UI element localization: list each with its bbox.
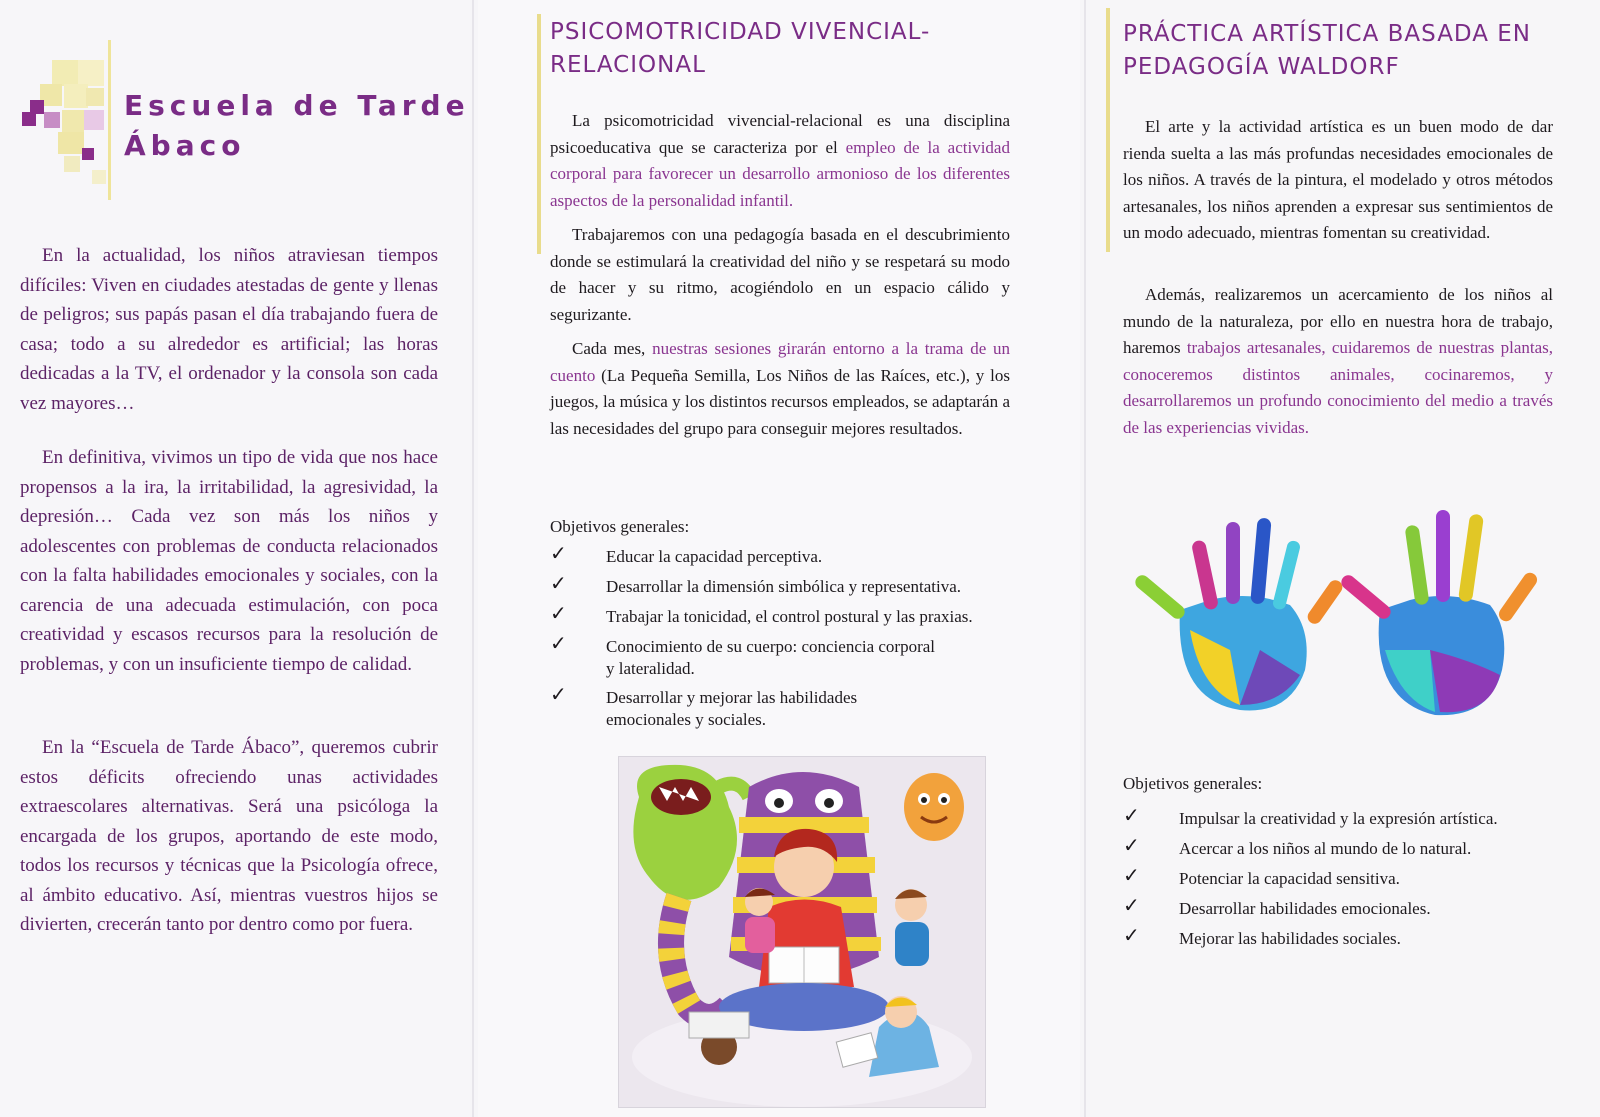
- panel-intro: [0, 0, 470, 1117]
- left-handprint: [1133, 518, 1346, 711]
- list-item: [550, 682, 1010, 731]
- list-item: [550, 571, 1010, 606]
- objectives-label: Objetivos generales:: [1123, 774, 1263, 793]
- check-icon: ✓: [550, 571, 567, 595]
- objective-text: Impulsar la creatividad y la expresión artística.: [1179, 809, 1498, 828]
- list-item: [1123, 893, 1583, 928]
- right-handprint: [1339, 510, 1540, 715]
- painted-handprints-illustration: [1130, 500, 1550, 730]
- list-item: [550, 631, 1010, 687]
- text-run: (La Pequeña Semilla, Los Niños de las Raíces, etc.), y los juegos, la música y los distintos recursos empleados, se adaptarán a las necesidades del grupo para conseguir mejores resultados.: [550, 365, 1010, 438]
- section-heading: [550, 16, 930, 82]
- objective-text: Potenciar la capacidad sensitiva.: [1179, 869, 1400, 888]
- brand-title: [124, 86, 470, 166]
- objectives-list: [550, 541, 1010, 731]
- psico-paragraph-1: [550, 108, 1010, 214]
- list-item: [550, 541, 1010, 576]
- check-icon: ✓: [1123, 803, 1140, 827]
- heading-line-2: RELACIONAL: [550, 52, 706, 78]
- heading-line-1: PSICOMOTRICIDAD VIVENCIAL-: [550, 19, 931, 45]
- storytime-illustration-art: [619, 757, 985, 1107]
- intro-paragraph-3: En la “Escuela de Tarde Ábaco”, queremos cubrir estos déficits ofreciendo unas actividades extraescolares alternativas. Será una psicóloga la encargada de los grupos, aportando de este modo, todos los recursos y técnicas que la Psicología ofrece, al ámbito educativo. Así, mientras vuestros hijos se divierten, crecerán tanto por dentro como por fuera.: [20, 737, 438, 935]
- objective-text: Educar la capacidad perceptiva.: [606, 547, 823, 566]
- text-run: Cada mes,: [572, 339, 653, 358]
- heading-line-2: PEDAGOGÍA WALDORF: [1123, 54, 1400, 80]
- highlight-text: trabajos artesanales, cuidaremos de nuestras plantas, conoceremos distintos animales, cocinaremos, y desarrollaremos un profundo conocimiento del medio a través de las experiencias vividas.: [1123, 338, 1553, 437]
- objective-text: Trabajar la tonicidad, el control postural y las praxias.: [606, 607, 973, 626]
- intro-paragraph-2: En definitiva, vivimos un tipo de vida que nos hace propensos a la ira, la irritabilidad, la agresividad, la depresión… Cada vez son más los niños y adolescentes con problemas de conducta relacionados con la falta habilidades emocionales y sociales, con la carencia de una adecuada estimulación, con poca creatividad y escasos recursos para la resolución de problemas, y con un insuficiente tiempo de calidad.: [20, 447, 438, 675]
- psico-paragraph-2: Trabajaremos con una pedagogía basada en el descubrimiento donde se estimulará la creatividad del niño y se respetará su modo de hacer y su ritmo, acogiéndolo en un espacio cálido y segurizante.: [550, 225, 1010, 324]
- fold-line: [1084, 0, 1086, 1117]
- handprints-art: [1130, 500, 1550, 730]
- check-icon: ✓: [1123, 833, 1140, 857]
- list-item: [1123, 923, 1583, 958]
- list-item: [1123, 863, 1583, 898]
- storytime-illustration: [618, 756, 986, 1108]
- list-item: [550, 601, 1010, 636]
- section-heading: [1123, 18, 1531, 84]
- text-run: La psicomotricidad vivencial-relacional es una disciplina psicoeducativa que se caracteriza por el: [550, 111, 1010, 157]
- objective-text: Mejorar las habilidades sociales.: [1179, 929, 1401, 948]
- check-icon: ✓: [550, 541, 567, 565]
- check-icon: ✓: [1123, 923, 1140, 947]
- waldorf-paragraph-2: [1123, 282, 1553, 441]
- objective-text: Desarrollar habilidades emocionales.: [1179, 899, 1431, 918]
- heading-line-1: PRÁCTICA ARTÍSTICA BASADA EN: [1123, 21, 1532, 47]
- objective-text: Conocimiento de su cuerpo: conciencia corporal y lateralidad.: [606, 637, 936, 678]
- waldorf-paragraph-1: El arte y la actividad artística es un buen modo de dar rienda suelta a las más profundas necesidades emocionales de los niños. A través de la pintura, el modelado y otros métodos artesanales, los niños aprenden a expresar sus sentimientos de un modo adecuado, mientras fomentan su creatividad.: [1123, 117, 1553, 242]
- objective-text: Acercar a los niños al mundo de lo natural.: [1179, 839, 1472, 858]
- check-icon: ✓: [1123, 893, 1140, 917]
- heading-accent-bar: [1106, 8, 1110, 252]
- check-icon: ✓: [1123, 863, 1140, 887]
- highlight-text: empleo de la actividad corporal para favorecer un desarrollo armonioso de los diferentes aspectos de la personalidad infantil.: [550, 137, 1010, 210]
- list-item: [1123, 833, 1583, 868]
- objectives-list: [1123, 803, 1583, 958]
- check-icon: ✓: [550, 631, 567, 655]
- heading-accent-bar: [537, 14, 541, 254]
- intro-paragraph-1: En la actualidad, los niños atraviesan tiempos difíciles: Viven en ciudades atestadas de gente y llenas de peligros; sus papás pasan el día trabajando fuera de casa; todo a su alrededor es artificial; las horas dedicadas a la TV, el ordenador y la consola son cada vez mayores…: [20, 245, 438, 414]
- text-run: Además, realizaremos un acercamiento de los niños al mundo de la naturaleza, por ello en nuestra hora de trabajo, haremos: [1123, 285, 1553, 357]
- highlight-text: nuestras sesiones girarán entorno a la trama de un cuento: [550, 339, 1010, 385]
- logo-divider: [108, 40, 111, 200]
- psico-paragraph-3: [550, 336, 1010, 442]
- objective-text: Desarrollar y mejorar las habilidades emocionales y sociales.: [606, 688, 858, 729]
- abaco-logo: [20, 60, 120, 200]
- brand-line-1: Escuela de Tarde: [124, 89, 470, 122]
- objective-text: Desarrollar la dimensión simbólica y representativa.: [606, 577, 961, 596]
- check-icon: ✓: [550, 601, 567, 625]
- brand-line-2: Ábaco: [124, 129, 246, 162]
- objectives-label: Objetivos generales:: [550, 517, 690, 536]
- check-icon: ✓: [550, 682, 567, 706]
- fold-line: [472, 0, 474, 1117]
- list-item: [1123, 803, 1583, 838]
